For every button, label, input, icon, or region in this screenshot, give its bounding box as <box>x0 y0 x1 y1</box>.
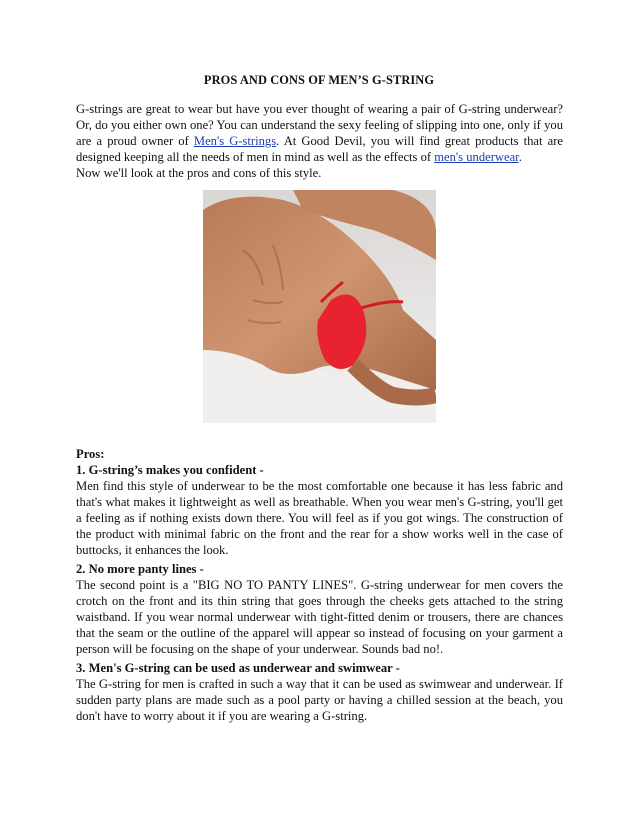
pros-label: Pros: <box>76 447 105 461</box>
intro-text-start: G-strings are great to wear but have you ever thought of wearing a pair of G-string underwear? Or, do you either own one? You can understand the sexy feeling of slipping into one, only if you are a proud owner of <box>76 102 563 149</box>
mens-underwear-link[interactable]: men's underwear <box>434 150 519 165</box>
product-photo-illustration <box>203 190 436 423</box>
section-3-heading: 3. Men's G-string can be used as underwear and swimwear - <box>76 661 400 675</box>
section-1-body: Men find this style of underwear to be the most comfortable one because it has less fabric and that's what makes it lightweight as well as breathable. When you wear men's G-string, you'll get a feeling as if nothing exists down there. You will feel as if you got wings. The construction of the product with minimal fabric on the front and the rear for a show works well in the case of buttocks, it enhances the look. <box>76 479 563 558</box>
section-3-body: The G-string for men is crafted in such a way that it can be used as swimwear and underwear. If sudden party plans are made such as a pool party or having a chilled session at the beach, you don't have to worry about it if you are wearing a G-string. <box>76 677 563 724</box>
intro-line-2: Now we'll look at the pros and cons of this style. <box>76 166 322 181</box>
section-1-heading: 1. G-string’s makes you confident - <box>76 463 264 477</box>
document-title: PROS AND CONS OF MEN’S G-STRING <box>203 73 435 87</box>
intro-paragraph <box>76 101 563 181</box>
product-photo <box>203 190 436 423</box>
mens-g-strings-link[interactable]: Men's G-strings <box>193 134 277 149</box>
intro-text-end: . <box>518 150 522 165</box>
intro-text-middle: . At Good Devil, you will find great products that are designed keeping all the needs of men in mind as well as the effects of <box>76 134 563 165</box>
section-2-body: The second point is a "BIG NO TO PANTY LINES". G-string underwear for men covers the crotch on the front and its thin string that goes through the cheeks gets attached to the string waistband. If you wear normal underwear with tight-fitted denim or trousers, there are chances that the seam or the outline of the apparel will appear so instead of focusing on your garment a person will be focusing on the shape of your underwear. Sounds bad no!. <box>76 578 563 657</box>
section-2-heading: 2. No more panty lines - <box>76 562 204 576</box>
